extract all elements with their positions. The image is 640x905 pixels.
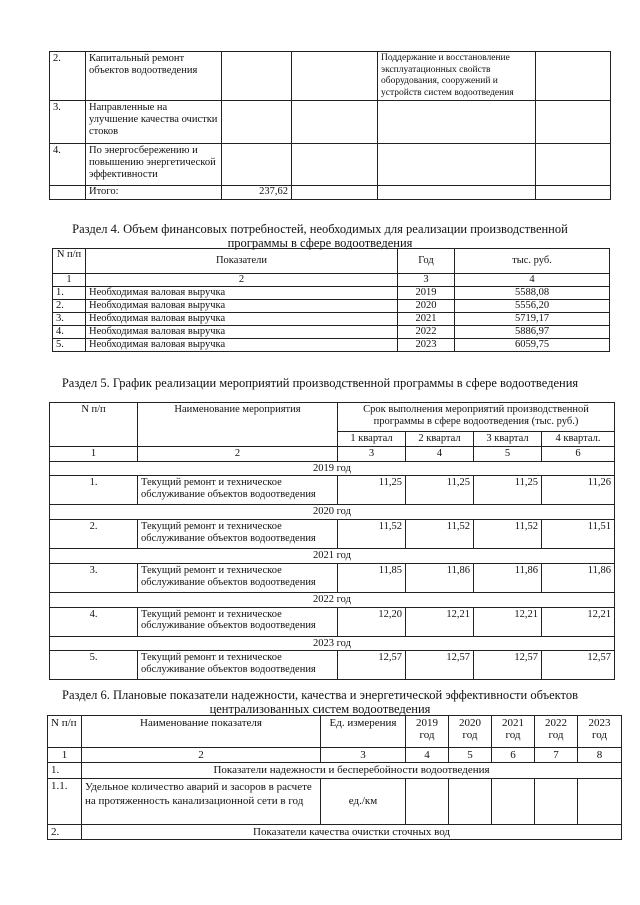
measures-table-continuation [49, 51, 611, 200]
total-row [50, 186, 611, 200]
financial-needs-table: N п/п Показатели Год тыс. руб. 1 2 3 4 1. Необходимая валовая выручка 2019 5588,08 2. Необходимая валовая выручка 2020 5556,20 3. Необходимая валовая выручка 2021 5719,17 4. Необходимая валовая выручка 2022 5886,97 5. Необходимая валовая выручка 2023 6059,75 [52, 248, 610, 352]
header-name: Наименование мероприятия [138, 403, 338, 447]
header-name: Показатели [86, 249, 398, 274]
header-n: N п/п [50, 403, 138, 447]
table-row [50, 101, 611, 144]
header-n: N п/п [48, 716, 82, 748]
header-name: Наименование показателя [82, 716, 321, 748]
row-number: 3. [50, 101, 86, 144]
table-row [50, 52, 611, 101]
section-row: 1. Показатели надежности и бесперебойности водоотведения [48, 763, 622, 778]
header-unit: Ед. измерения [321, 716, 406, 748]
total-label: Итого: [86, 186, 222, 200]
year-header: 2019 год [50, 461, 615, 476]
table-row: 2. Текущий ремонт и техническое обслуживание объектов водоотведения 11,52 11,52 11,52 11,51 [50, 520, 615, 549]
section6-title: Раздел 6. Плановые показатели надежности, качества и энергетической эффективности объектов централизованных систем водоотведения [62, 688, 578, 716]
row-number: 4. [50, 144, 86, 186]
table-row: 5. Необходимая валовая выручка 2023 6059,75 [53, 339, 610, 352]
table-row [50, 144, 611, 186]
row-number: 2. [50, 52, 86, 101]
table-row: 2. Необходимая валовая выручка 2020 5556,20 [53, 300, 610, 313]
measure-name: Капитальный ремонт объектов водоотведения [86, 52, 222, 101]
header-year: Год [398, 249, 455, 274]
header-n: N п/п [53, 249, 86, 274]
section4-title: Раздел 4. Объем финансовых потребностей, необходимых для реализации производственной программы в сфере водоотведения [72, 222, 568, 250]
year-header: 2023 год [50, 636, 615, 651]
year-header: 2020 год [50, 505, 615, 520]
measure-goal: Поддержание и восстановление эксплуатационных свойств оборудования, сооружений и устройств систем водоотведения [378, 52, 536, 101]
table-row: 4. Необходимая валовая выручка 2022 5886,97 [53, 326, 610, 339]
table-row: 4. Текущий ремонт и техническое обслуживание объектов водоотведения 12,20 12,21 12,21 12,21 [50, 607, 615, 636]
year-header: 2022 год [50, 592, 615, 607]
total-value: 237,62 [222, 186, 292, 200]
header-period: Срок выполнения мероприятий производственной программы в сфере водоотведения (тыс. руб.) [338, 403, 615, 432]
table-row: 5. Текущий ремонт и техническое обслуживание объектов водоотведения 12,57 12,57 12,57 12,57 [50, 651, 615, 680]
table-row: 3. Необходимая валовая выручка 2021 5719,17 [53, 313, 610, 326]
table-row: 1.1. Удельное количество аварий и засоров в расчете на протяженность канализационной сети в год ед./км [48, 778, 622, 824]
measure-name: Направленные на улучшение качества очистки стоков [86, 101, 222, 144]
year-header: 2021 год [50, 549, 615, 564]
section-row: 2. Показатели качества очистки сточных вод [48, 824, 622, 839]
indicators-table: N п/п Наименование показателя Ед. измерения 2019 год 2020 год 2021 год 2022 год 2023 год 1 2 3 4 5 6 7 8 1. Показатели надежности и бесперебойности водоотведения 1.1. Удельное количество аварий и засоров в расчете на протяженность канализационной сети в год ед./км 2. Показатели качества очистки сточных вод [47, 715, 622, 840]
measure-name: По энергосбережению и повышению энергетической эффективности [86, 144, 222, 186]
section5-title: Раздел 5. График реализации мероприятий производственной программы в сфере водоотведения [61, 376, 579, 390]
schedule-table: N п/п Наименование мероприятия Срок выполнения мероприятий производственной программы в сфере водоотведения (тыс. руб.) 1 квартал 2 квартал 3 квартал 4 квартал. 1 2 3 4 5 6 2019 год 1. Текущий ремонт и техническое обслуживание объектов водоотведения 11,25 11,25 11,25 11,26 2020 год 2. Текущий ремонт и техническое обслуживание объектов водоотведения 11,52 11,52 11,52 11,51 2021 год 3. Текущий ремонт и техническое обслуживание объектов водоотведения 11,85 11,86 11,86 11,86 2022 год 4. Текущий ремонт и техническое обслуживание объектов водоотведения 12,20 12,21 12,21 12,21 2023 год 5. Текущий ремонт и техническое обслуживание объектов водоотведения 12,57 12,57 12,57 12,57 [49, 402, 615, 680]
table-row: 1. Текущий ремонт и техническое обслуживание объектов водоотведения 11,25 11,25 11,25 11,26 [50, 476, 615, 505]
table-row: 1. Необходимая валовая выручка 2019 5588,08 [53, 287, 610, 300]
header-value: тыс. руб. [455, 249, 610, 274]
table-row: 3. Текущий ремонт и техническое обслуживание объектов водоотведения 11,85 11,86 11,86 11,86 [50, 563, 615, 592]
